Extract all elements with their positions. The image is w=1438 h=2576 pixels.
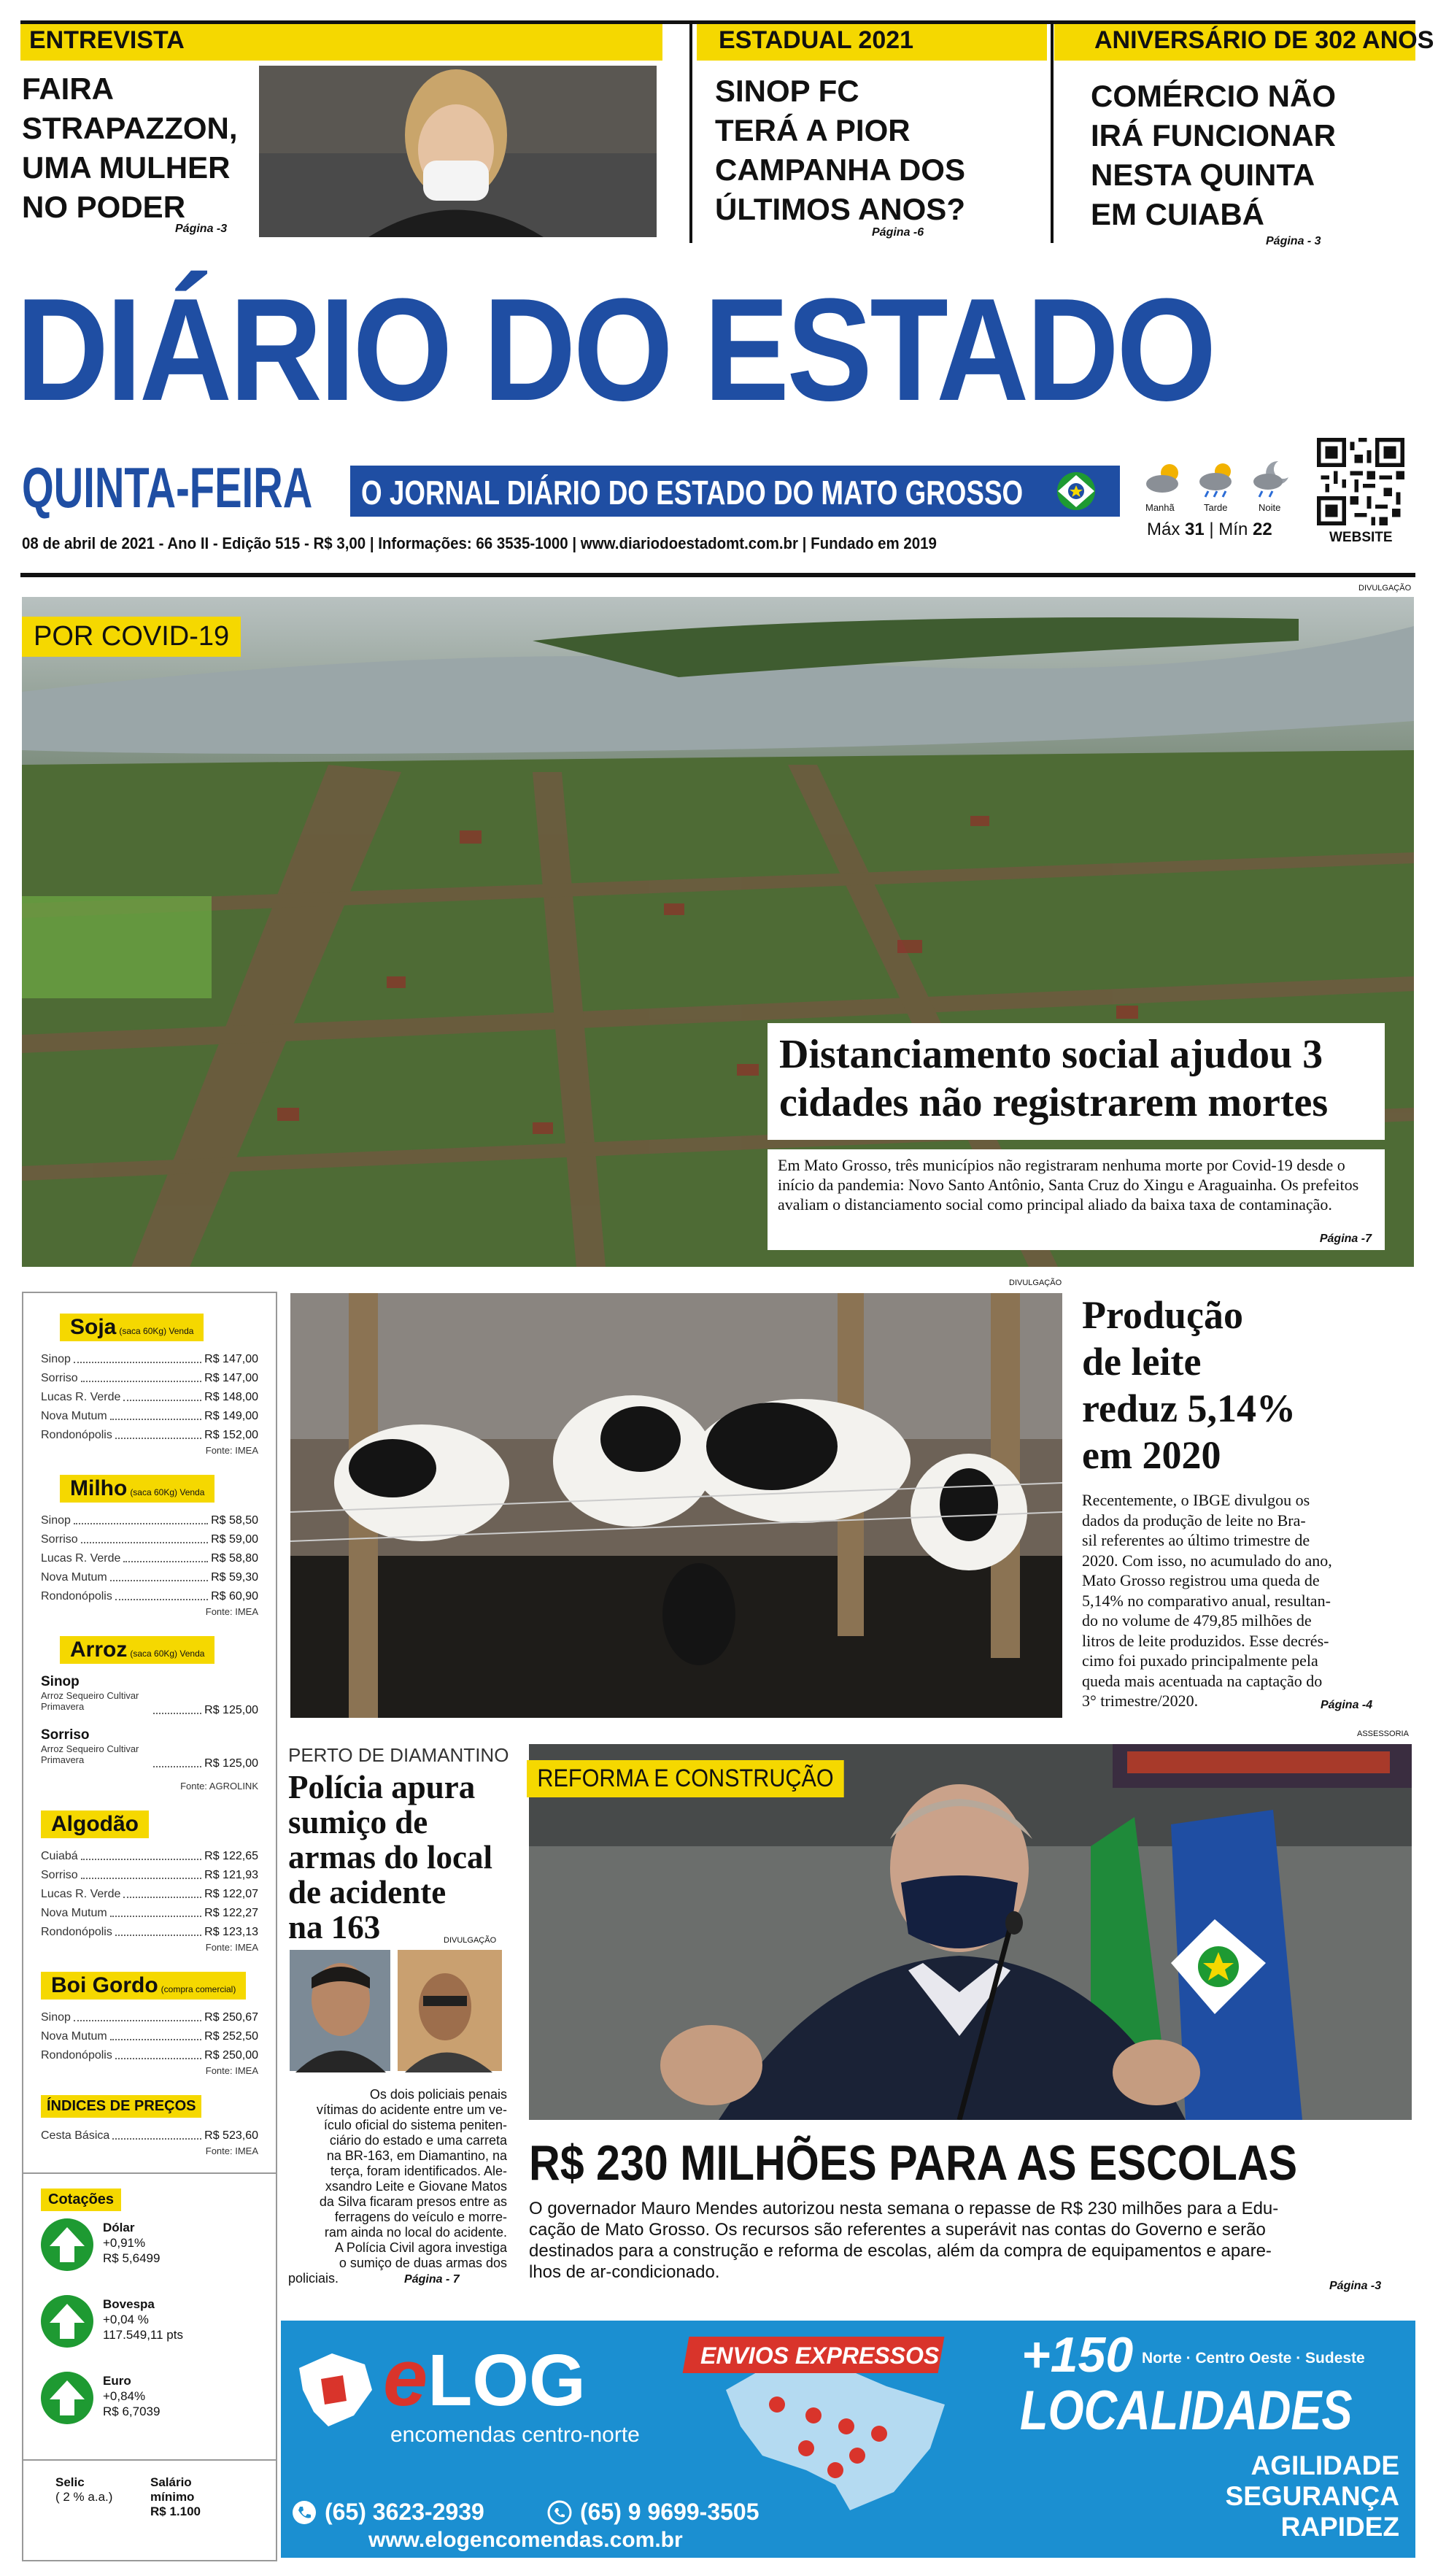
price-value: R$ 148,00 (204, 1391, 258, 1403)
price-row (41, 1923, 258, 1942)
crop-type: Arroz Sequeiro Cultivar Primavera (41, 1743, 139, 1765)
price-value: R$ 58,80 (211, 1552, 258, 1565)
price-value: R$ 152,00 (204, 1429, 258, 1441)
schools-headline[interactable]: R$ 230 MILHÕES PARA AS ESCOLAS (529, 2135, 1298, 2191)
price-row (41, 1904, 258, 1923)
price-row (41, 1407, 258, 1426)
soja-table (41, 1350, 258, 1445)
salario-value: R$ 1.100 (150, 2504, 201, 2518)
section-tag: POR COVID-19 (22, 617, 241, 657)
source-note: Fonte: IMEA (205, 1606, 258, 1617)
city-name: Sorriso (41, 1727, 90, 1743)
dot-leader (81, 1369, 201, 1382)
dot-leader (115, 1923, 201, 1936)
market-sidebar: Soja (saca 60Kg) Venda Sinop R$ 147,00 Sorriso R$ 147,00 Lucas R. Verde R$ 148,00 Nova Mutum R$ 149,00 Rondonópolis R$ 152,00 Fonte: IMEA Milho (saca 60Kg) Venda Sinop R$ 58,50 Sorriso R$ 59,00 Lucas R. Verde R$ 58,80 Nova Mutum R$ 59,30 Rondonópolis R$ 60,90 Fonte: IMEA Arroz (saca 60Kg) Venda Sinop Arroz Sequeiro Cultivar Primavera R$ 125,00 Sorriso Arroz Sequeiro Cultivar Primavera R$ 125,00 Fonte: AGROLINK Algodão Cuiabá R$ 122,65 Sorriso R$ 121,93 Lucas R. Verde R$ 122,07 Nova Mutum R$ 122,27 Rondonópolis R$ 123,13 Fonte: IMEA Boi Gordo (compra comercial) Sinop R$ 250,67 Nova Mutum R$ 252,50 Rondonópolis R$ 250,00 Fonte: IMEA ÍNDICES DE PREÇOS Cesta Básica R$ 523,60 Fonte: IMEA Cotações Dólar +0,91% R$ 5,6499 Bovespa +0,04 % 117.549,11 pts Euro +0,84% R$ 6,7039 Selic ( 2 % a.a.) Salário mínimo R$ 1.100 (22, 1292, 277, 2561)
city-name: Nova Mutum (41, 2030, 107, 2043)
city-name: Cuiabá (41, 1850, 78, 1862)
city-name: Lucas R. Verde (41, 1888, 121, 1900)
price-value: R$ 250,67 (204, 2011, 258, 2024)
milk-headline[interactable]: Produção de leite reduz 5,14% em 2020 (1082, 1293, 1296, 1477)
page-ref: Página - 7 (404, 2273, 460, 2286)
algodao-table (41, 1847, 258, 1942)
price-row (41, 1866, 258, 1885)
price-value: R$ 58,50 (211, 1514, 258, 1527)
source-note: Fonte: IMEA (205, 2065, 258, 2076)
teaser-headline[interactable]: COMÉRCIO NÃO IRÁ FUNCIONAR NESTA QUINTA EM CUIABÁ (1091, 79, 1336, 231)
quote-value: 117.549,11 pts (103, 2328, 183, 2342)
cotacoes-title: Cotações (41, 2189, 121, 2211)
dot-leader (110, 2027, 201, 2040)
price-value: R$ 60,90 (211, 1590, 258, 1603)
arroz-row (41, 1727, 258, 1773)
elog-tagline: encomendas centro-norte (390, 2423, 640, 2447)
page-ref: Página - 3 (1266, 235, 1321, 247)
quote-item (103, 2220, 160, 2266)
dot-leader (81, 1866, 201, 1879)
price-value: R$ 121,93 (204, 1869, 258, 1881)
elog-advertisement[interactable] (281, 2321, 1415, 2558)
police-body: Os dois policiais penais vítimas do acidente entre um ve- ículo oficial do sistema peniten- ciário do estado e uma carreta na BR-163, em Diamantino, na terça, foram identificados. Ale- xsandro Leite e Giovane Matos da Silva ficaram presos entre as ferragens do veículo e morre- ram ainda no local do acidente. A Polícia Civil agora investiga o sumiço de duas armas dos policiais. Página - 7 (288, 2087, 507, 2286)
dot-leader (110, 1904, 201, 1917)
city-name: Cesta Básica (41, 2129, 110, 2142)
source-note: Fonte: AGROLINK (180, 1781, 258, 1792)
city-name: Nova Mutum (41, 1907, 107, 1919)
city-name: Sorriso (41, 1372, 78, 1384)
photo-credit: ASSESSORIA (1357, 1729, 1409, 1738)
up-arrow-icon (41, 2295, 93, 2348)
dot-leader (153, 1701, 201, 1714)
qr-code[interactable] (1317, 438, 1404, 525)
phone-icon (292, 2500, 317, 2525)
section-tag: REFORMA E CONSTRUÇÃO (527, 1760, 844, 1797)
dot-leader (74, 1511, 208, 1524)
divider (689, 24, 692, 243)
quote-name: Euro (103, 2374, 131, 2388)
dot-leader (81, 1847, 201, 1860)
price-row (41, 1388, 258, 1407)
officers-photo (288, 1948, 503, 2072)
city-name: Lucas R. Verde (41, 1391, 121, 1403)
edition-info: 08 de abril de 2021 - Ano II - Edição 515 - R$ 3,00 | Informações: 66 3535-1000 | www.diariodoestadomt.com.br | Fundado em 2019 (22, 534, 937, 552)
dot-leader (115, 1426, 201, 1439)
selic-label: Selic (55, 2475, 85, 2489)
qr-label: WEBSITE (1329, 530, 1393, 545)
slogan: O JORNAL DIÁRIO DO ESTADO DO MATO GROSSO (361, 474, 1024, 512)
price-row (41, 1568, 258, 1587)
salario-label: Salário mínimo (150, 2475, 195, 2504)
arroz-table (41, 1674, 258, 1773)
mato-grosso-flag-icon (1051, 471, 1102, 512)
portrait-photo (259, 66, 657, 237)
price-row (41, 2126, 258, 2145)
city-name: Nova Mutum (41, 1571, 107, 1584)
milho-title: Milho (70, 1476, 128, 1500)
lead-headline: Distanciamento social ajudou 3 cidades não registrarem mortes (779, 1032, 1329, 1125)
city-name: Sorriso (41, 1869, 78, 1881)
lead-headline-box[interactable] (768, 1023, 1385, 1140)
dot-leader (115, 2046, 201, 2059)
soja-section: Soja (saca 60Kg) Venda (60, 1314, 258, 1341)
ad-taglines: AGILIDADE SEGURANÇA RAPIDEZ (1225, 2450, 1399, 2542)
quote-name: Bovespa (103, 2297, 155, 2311)
teaser-tag: ANIVERSÁRIO DE 302 ANOS (1094, 26, 1434, 54)
page-ref: Página -3 (175, 223, 228, 235)
quote-change: +0,84% (103, 2389, 146, 2403)
schools-body: O governador Mauro Mendes autorizou nesta semana o repasse de R$ 230 milhões para a Edu- cação de Mato Grosso. Os recursos são referentes a superávit nas contas do Governo e serão destinados para a construção e reforma de escolas, além da compra de equipamentos e apare- lhos de ar-condicionado. (529, 2199, 1279, 2282)
dot-leader (81, 1530, 208, 1543)
boi-title: Boi Gordo (51, 1973, 158, 1997)
price-value: R$ 252,50 (204, 2030, 258, 2043)
price-row (41, 1350, 258, 1369)
page-ref: Página -4 (1321, 1699, 1373, 1711)
price-row (41, 2046, 258, 2065)
cotacoes-list (41, 2218, 258, 2459)
city-name: Rondonópolis (41, 1926, 112, 1938)
indices-table (41, 2126, 258, 2145)
source-note: Fonte: IMEA (205, 2145, 258, 2156)
city-name: Rondonópolis (41, 2049, 112, 2062)
dot-leader (123, 1885, 201, 1898)
price-value: R$ 59,00 (211, 1533, 258, 1546)
price-value: R$ 125,00 (204, 1704, 258, 1716)
city-name: Nova Mutum (41, 1410, 107, 1422)
governor-photo (529, 1744, 1412, 2120)
localities-count: +150 (1021, 2327, 1134, 2383)
website-link[interactable]: www.elogencomendas.com.br (368, 2528, 683, 2552)
whatsapp-icon (547, 2500, 572, 2525)
milho-table (41, 1511, 258, 1606)
dot-leader (110, 1568, 208, 1581)
price-row (41, 1369, 258, 1388)
phone-number[interactable]: (65) 3623-2939 (325, 2499, 484, 2525)
quote-change: +0,04 % (103, 2313, 149, 2326)
price-row (41, 1847, 258, 1866)
price-row (41, 1511, 258, 1530)
milk-body: Recentemente, o IBGE divulgou os dados da produção de leite no Bra- sil referentes ao último trimestre de 2020. Com isso, no acumulado do ano, Mato Grosso registrou uma queda de 5,14% no comparativo anual, resultan- do no volume de 479,85 milhões de litros de leite produzidos. Esse decrés- cimo foi puxado principalmente pela queda mais acentuada na captação do 3° trimestre/2020. (1082, 1491, 1332, 1710)
page-ref: Página -3 (1329, 2280, 1382, 2292)
dot-leader (74, 2008, 201, 2021)
lead-summary-box (768, 1149, 1385, 1250)
price-row (41, 1426, 258, 1445)
quote-name: Dólar (103, 2221, 135, 2234)
price-row (41, 1885, 258, 1904)
quote-value: R$ 6,7039 (103, 2405, 161, 2418)
price-value: R$ 147,00 (204, 1353, 258, 1365)
price-row (41, 1530, 258, 1549)
price-value: R$ 125,00 (204, 1757, 258, 1770)
city-name: Lucas R. Verde (41, 1552, 121, 1565)
lead-summary: Em Mato Grosso, três municípios não registraram nenhuma morte por Covid-19 desde o início da pandemia: Novo Santo Antônio, Santa Cruz do Xingu e Araguainha. Os prefeitos avaliam o distanciamento social como principal aliado da baixa taxa de contaminação. (778, 1156, 1359, 1214)
city-name: Sinop (41, 1514, 71, 1527)
quote-value: R$ 5,6499 (103, 2251, 161, 2265)
crop-type: Arroz Sequeiro Cultivar Primavera (41, 1690, 139, 1712)
dot-leader (115, 1587, 208, 1600)
elog-logo-mark-icon (292, 2346, 379, 2434)
price-value: R$ 147,00 (204, 1372, 258, 1384)
quote-change: +0,91% (103, 2236, 146, 2250)
weather-label: Tarde (1204, 502, 1228, 513)
algodao-title: Algodão (41, 1810, 149, 1838)
city-name: Sinop (41, 1674, 80, 1689)
teaser-headline[interactable]: SINOP FC TERÁ A PIOR CAMPANHA DOS ÚLTIMOS ANOS? (715, 74, 965, 226)
price-value: R$ 122,65 (204, 1850, 258, 1862)
elog-logo: eLOG (383, 2333, 586, 2423)
up-arrow-icon (41, 2218, 93, 2271)
masthead-title: DIÁRIO DO ESTADO (16, 269, 1214, 431)
dot-leader (123, 1549, 208, 1562)
divider (1051, 24, 1054, 243)
dot-leader (74, 1350, 201, 1363)
source-note: Fonte: IMEA (205, 1942, 258, 1953)
photo-credit: DIVULGAÇÃO (1009, 1279, 1062, 1287)
price-value: R$ 122,07 (204, 1888, 258, 1900)
quote-item (103, 2373, 160, 2419)
teaser-tag: ESTADUAL 2021 (719, 26, 914, 54)
price-row (41, 2008, 258, 2027)
photo-credit: DIVULGAÇÃO (1358, 584, 1412, 593)
arroz-title: Arroz (70, 1638, 128, 1662)
masthead-rule (20, 573, 1415, 577)
quote-item (103, 2297, 183, 2342)
selic-value: ( 2 % a.a.) (55, 2490, 113, 2504)
soja-title: Soja (70, 1315, 117, 1339)
weather-night-icon (1249, 458, 1293, 498)
photo-credit: DIVULGAÇÃO (444, 1936, 497, 1945)
regions: Norte · Centro Oeste · Sudeste (1142, 2350, 1365, 2367)
kicker: PERTO DE DIAMANTINO (288, 1744, 509, 1766)
price-value: R$ 149,00 (204, 1410, 258, 1422)
weather-label: Noite (1259, 502, 1281, 513)
source-note: Fonte: IMEA (205, 1445, 258, 1456)
weekday: QUINTA-FEIRA (22, 455, 313, 520)
price-row (41, 1549, 258, 1568)
dot-leader (110, 1407, 201, 1420)
city-name: Rondonópolis (41, 1590, 112, 1603)
ribbon-text: ENVIOS EXPRESSOS (700, 2342, 940, 2369)
indices-title: ÍNDICES DE PREÇOS (41, 2095, 201, 2118)
price-value: R$ 123,13 (204, 1926, 258, 1938)
police-headline[interactable]: Polícia apura sumiço de armas do local de acidente na 163 (288, 1769, 492, 1946)
boi-table (41, 2008, 258, 2065)
city-name: Sinop (41, 2011, 71, 2024)
page-ref: Página -7 (1319, 1233, 1372, 1245)
dot-leader (153, 1754, 201, 1767)
price-value: R$ 523,60 (204, 2129, 258, 2142)
phone-number[interactable]: (65) 9 9699-3505 (580, 2499, 759, 2525)
weather-afternoon-icon (1195, 458, 1239, 498)
temperature-readout: Máx 31 | Mín 22 (1147, 520, 1272, 539)
localities-label: LOCALIDADES (1020, 2380, 1353, 2442)
teaser-headline[interactable]: FAIRA STRAPAZZON, UMA MULHER NO PODER (22, 72, 238, 224)
dot-leader (112, 2126, 201, 2140)
price-value: R$ 59,30 (211, 1571, 258, 1584)
up-arrow-icon (41, 2372, 93, 2424)
price-value: R$ 250,00 (204, 2049, 258, 2062)
city-name: Sorriso (41, 1533, 78, 1546)
weather-label: Manhã (1145, 502, 1175, 513)
dot-leader (123, 1388, 201, 1401)
arroz-row (41, 1674, 258, 1720)
weather-morning-icon (1142, 458, 1186, 498)
city-name: Sinop (41, 1353, 71, 1365)
price-value: R$ 122,27 (204, 1907, 258, 1919)
price-row (41, 2027, 258, 2046)
teaser-tag: ENTREVISTA (29, 26, 185, 54)
page-ref: Página -6 (872, 226, 924, 239)
price-row (41, 1587, 258, 1606)
city-name: Rondonópolis (41, 1429, 112, 1441)
cows-photo (290, 1293, 1062, 1718)
